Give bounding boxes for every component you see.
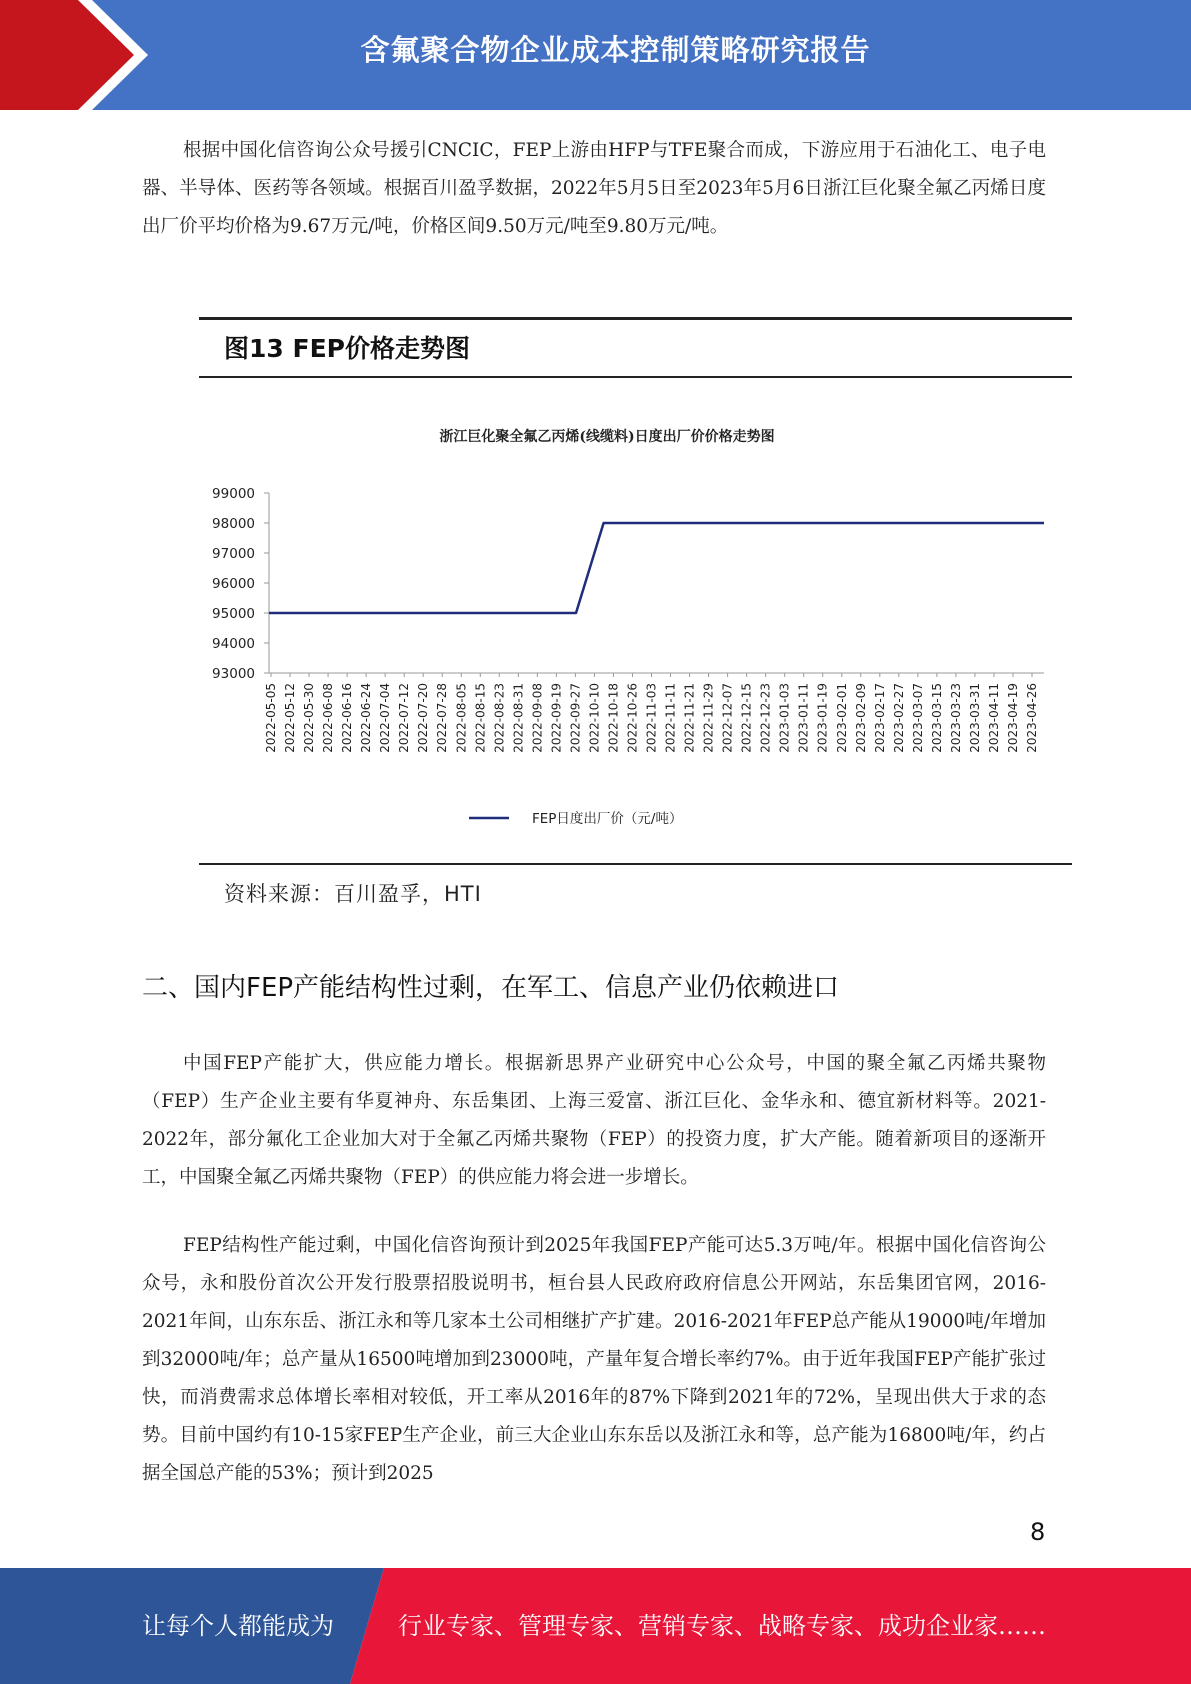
y-tick-label: 95000: [212, 606, 255, 622]
x-tick-label: 2023-04-26: [1025, 683, 1039, 753]
x-tick-label: 2023-01-19: [815, 683, 830, 753]
header-title: 含氟聚合物企业成本控制策略研究报告: [360, 33, 871, 67]
x-tick-label: 2023-03-31: [967, 683, 982, 753]
series-line: [269, 523, 1044, 613]
x-tick-label: 2022-05-05: [264, 683, 278, 753]
x-tick-label: 2023-04-19: [1005, 683, 1020, 753]
x-tick-label: 2022-12-23: [758, 683, 773, 753]
series-layer: [269, 523, 1044, 613]
x-tick-label: 2022-06-08: [321, 683, 336, 753]
figure-caption: 图13 FEP价格走势图: [224, 334, 470, 363]
figure-source: 资料来源：百川盈孚，HTI: [224, 882, 482, 906]
footer-slogan-right: 行业专家、管理专家、营销专家、战略专家、成功企业家……: [398, 1612, 1046, 1640]
x-tick-label: 2022-08-15: [473, 683, 488, 753]
x-axis: [264, 673, 1044, 753]
x-tick-label: 2022-05-12: [283, 683, 298, 753]
x-tick-label: 2022-09-08: [530, 683, 545, 753]
figure-bottom-rule: [199, 863, 1072, 865]
x-tick-label: 2022-08-05: [454, 683, 469, 753]
x-tick-label: 2022-12-15: [739, 683, 754, 753]
x-tick-label: 2023-03-07: [910, 683, 925, 753]
x-tick-label: 2022-10-26: [625, 683, 640, 753]
x-tick-label: 2022-08-23: [492, 683, 507, 753]
page-header: [0, 0, 1191, 110]
page-number: 8: [1030, 1518, 1046, 1546]
chart-legend: [469, 810, 682, 827]
x-tick-label: 2022-11-03: [644, 683, 659, 753]
x-tick-label: 2022-11-21: [682, 683, 697, 753]
x-tick-label: 2022-07-12: [397, 683, 412, 753]
x-tick-label: 2023-02-27: [891, 683, 906, 753]
y-tick-label: 98000: [212, 516, 255, 532]
y-tick-label: 97000: [212, 546, 255, 562]
page-footer: [0, 1568, 1191, 1684]
chart-title: 浙江巨化聚全氟乙丙烯(线缆料)日度出厂价价格走势图: [439, 429, 775, 445]
x-tick-label: 2023-03-15: [929, 683, 944, 753]
x-tick-label: 2023-01-11: [796, 683, 811, 753]
y-tick-label: 99000: [212, 486, 255, 502]
x-tick-label: 2022-09-27: [568, 683, 583, 753]
x-tick-label: 2022-12-07: [720, 683, 735, 753]
figure-top-rule: [199, 317, 1072, 320]
x-tick-label: 2023-04-11: [986, 683, 1001, 753]
y-tick-label: 94000: [212, 636, 255, 652]
body-paragraph-1: 根据中国化信咨询公众号援引CNCIC，FEP上游由HFP与TFE聚合而成，下游应用于石油化工、电子电器、半导体、医药等各领域。根据百川盈孚数据，2022年5月5日至2023年5月6日浙江巨化聚全氟乙丙烯日度出厂价平均价格为9.67万元/吨，价格区间9.50万元/吨至9.80万元/吨。: [142, 140, 1046, 237]
x-tick-label: 2022-11-11: [663, 683, 678, 753]
x-tick-label: 2022-10-10: [587, 683, 602, 753]
body-paragraph-2: 中国FEP产能扩大，供应能力增长。根据新思界产业研究中心公众号，中国的聚全氟乙丙烯共聚物（FEP）生产企业主要有华夏神舟、东岳集团、上海三爱富、浙江巨化、金华永和、德宜新材料等。2021-2022年，部分氟化工企业加大对于全氟乙丙烯共聚物（FEP）的投资力度，扩大产能。随着新项目的逐渐开工，中国聚全氟乙丙烯共聚物（FEP）的供应能力将会进一步增长。: [142, 1053, 1046, 1188]
x-tick-label: 2022-07-04: [378, 683, 393, 753]
x-tick-label: 2022-06-16: [340, 683, 355, 753]
x-tick-label: 2023-02-01: [834, 683, 849, 753]
x-tick-label: 2022-09-19: [549, 683, 564, 753]
y-tick-label: 93000: [212, 666, 255, 682]
x-tick-label: 2023-02-09: [853, 683, 868, 753]
x-tick-label: 2022-05-30: [302, 683, 317, 753]
x-tick-label: 2022-07-20: [416, 683, 431, 753]
price-trend-chart: [184, 381, 1072, 859]
legend-label: FEP日度出厂价（元/吨）: [532, 811, 683, 827]
y-tick-label: 96000: [212, 576, 255, 592]
x-tick-label: 2022-10-18: [606, 683, 621, 753]
x-tick-label: 2023-01-03: [777, 683, 792, 753]
body-paragraph-3: FEP结构性产能过剩，中国化信咨询预计到2025年我国FEP产能可达5.3万吨/年。根据中国化信咨询公众号，永和股份首次公开发行股票招股说明书，桓台县人民政府政府信息公开网站，东岳集团官网，2016-2021年间，山东东岳、浙江永和等几家本土公司相继扩产扩建。2016-2021年FEP总产能从19000吨/年增加到32000吨/年；总产量从16500吨增加到23000吨，产量年复合增长率约7%。由于近年我国FEP产能扩张过快，而消费需求总体增长率相对较低，开工率从2016年的87%下降到2021年的72%，呈现出供大于求的态势。目前中国约有10-15家FEP生产企业，前三大企业山东东岳以及浙江永和等，总产能为16800吨/年，约占据全国总产能的53%；预计到2025: [142, 1235, 1046, 1484]
footer-slogan-left: 让每个人都能成为: [142, 1612, 334, 1640]
x-tick-label: 2022-11-29: [701, 683, 716, 753]
figure-mid-rule: [199, 376, 1072, 378]
section-heading: 二、国内FEP产能结构性过剩，在军工、信息产业仍依赖进口: [142, 973, 840, 1003]
figure-13: [184, 313, 1072, 933]
y-axis: [212, 486, 269, 682]
x-tick-label: 2022-08-31: [511, 683, 526, 753]
x-tick-label: 2023-02-17: [872, 683, 887, 753]
x-tick-label: 2022-07-28: [435, 683, 450, 753]
x-tick-label: 2023-03-23: [948, 683, 963, 753]
x-tick-label: 2022-06-24: [359, 683, 374, 753]
